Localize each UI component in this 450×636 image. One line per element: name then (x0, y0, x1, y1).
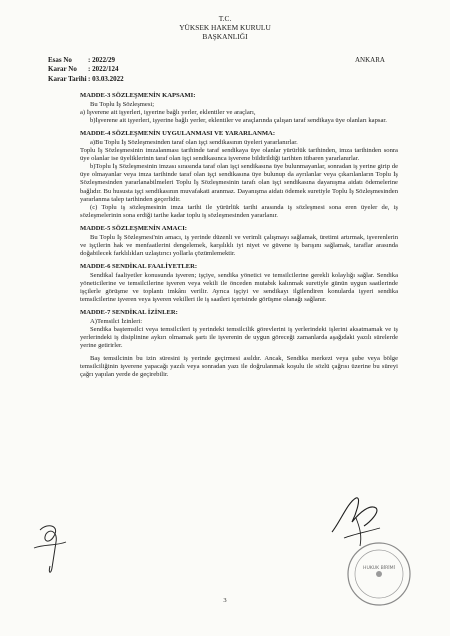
paragraph: Sendika baştemsilci veya temsilcileri iş yerindeki temsilcilik görevlerini iş yerlerindeki işlerini aksatmamak ve iş yerlerindeki iş disiplinine aykırı olmamak şartı ile işverenin de uygun göreceği zamanlarda aşağıdaki yazılı sürelerde yerine getirirler. (80, 326, 398, 350)
paragraph: a)Bu Toplu İş Sözleşmesinden taraf olan işçi sendikasının üyeleri yararlanırlar. (90, 139, 298, 147)
document-body (80, 92, 398, 380)
section-title-m4: MADDE-4 SÖZLEŞMENİN UYGULANMASI VE YARARLANMA: (80, 130, 276, 138)
header-institution: YÜKSEK HAKEM KURULU (179, 23, 271, 32)
section-title-m5: MADDE-5 SÖZLEŞMENİN AMACI: (80, 224, 187, 232)
header-office: BAŞKANLIĞI (202, 32, 248, 41)
paragraph: Sendikal faaliyetler konusunda işveren; işçiye, sendika yönetici ve temsilcilerine gerekli kolaylığı sağlar. Sendika yöneticilerine ve temsilcilerine işveren veya vekili ile önceden mutabık kalınmak suretiyle günün uygun saatlerinde işçilerle görüşme ve toplantı imkânı verilir. Ayrıca işçiyi ve sendikayı ilgilendiren konularda işyeri sendika temsilcilerine işveren veya işveren vekilleri ile iş saatleri içerisinde görüşme olanağı sağlanır. (80, 271, 398, 304)
city-label: ANKARA (355, 56, 385, 64)
meta-value: : 2022/124 (88, 65, 119, 74)
section-title-m3: MADDE-3 SÖZLEŞMENİN KAPSAMI: (80, 92, 196, 99)
meta-label: Esas No (48, 56, 72, 64)
paragraph: a) İşverene ait işyerleri, işyerine bağlı yerler, eklentiler ve araçları, (80, 109, 256, 117)
paragraph: Bu Toplu İş Sözleşmesi'nin amacı, iş yerinde düzenli ve verimli çalışmayı sağlamak, üretimi artırmak, işverenlerin ve işçilerin hak ve menfaatlerini dengelemek, karşılıklı iyi niyet ve güvene iş barışını sağlamak, taraflar arasında doğabilecek farklılıkları uzlaştırıcı yollarla çözümlemektir. (80, 233, 398, 257)
stamp-text: HUKUK BİRİMİ (363, 566, 395, 571)
paragraph: Toplu İş Sözleşmesinin imzalanması tarihinde taraf sendikaya üye olanlar yürürlük tarihinden, imza tarihinden sonra üye olanlar ise üyeliklerinin taraf olan işçi sendikasınca işverene bildirildiği tarihten itibaren yararlanırlar. (80, 147, 398, 163)
paragraph: (c) Toplu iş sözleşmesinin imza tarihi ile yürürlük tarihi arasında iş sözleşmesi sona eren üyeler de, iş sözleşmelerinin sona erdiği tarihe kadar toplu iş sözleşmesinden yararlanır. (80, 203, 398, 219)
paragraph: b)İşverene ait işyerleri, işyerine bağlı yerler, eklentiler ve araçlarında çalışan taraf sendikaya üye olanları kapsar. (90, 117, 387, 125)
paragraph: Bu Toplu İş Sözleşmesi; (90, 101, 155, 109)
paragraph: b)Toplu İş Sözleşmesinin imzası sırasında taraf olan işçi sendikasına üye bulunmayanlar, sonradan iş yerine girip de üye olmayanlar veya imza tarihinde taraf olan işçi sendikasına üye bulunup da ayrılanlar veya çıkarılanların Toplu İş Sözleşmesinden yararlanabilmeleri Toplu İş Sözleşmesinin tarafı olan işçi sendikasına dayanışma aidatı ödemelerine bağlıdır. Bu hususta işçi sendikasının muvafakati aranmaz. Dayanışma aidatı ödemek suretiyle Toplu İş Sözleşmesinden yararlanma talep tarihinden geçerlidir. (80, 163, 398, 203)
meta-value: : 03.03.2022 (88, 74, 124, 83)
subsection-title: A)Temsilci İzinleri: (90, 318, 143, 326)
meta-row-tarih (48, 75, 124, 84)
meta-label: Karar No (48, 65, 77, 74)
section-title-m7: MADDE-7 SENDİKAL İZİNLER: (80, 309, 178, 317)
case-metadata (48, 56, 124, 84)
meta-row-esas (48, 56, 124, 65)
meta-value: : 2022/29 (88, 56, 116, 64)
page-number: 3 (223, 597, 227, 604)
paragraph: Baş temsilcinin bu izin süresini iş yerinde geçirmesi asıldır. Ancak, Sendika merkezi veya şube veya bölge temsilciliğinin işverene yapacağı yazılı veya sonradan yazı ile doğrulanmak koşulu ile sözlü çağrısı üzerine bu süreyi çağrı yapılan yerde de geçirebilir. (80, 355, 398, 379)
header-tc: T.C. (218, 14, 232, 23)
meta-label: Karar Tarihi (48, 74, 87, 83)
section-title-m6: MADDE-6 SENDİKAL FAALİYETLER: (80, 262, 198, 270)
signature-left (30, 518, 72, 578)
meta-row-karar (48, 65, 124, 74)
